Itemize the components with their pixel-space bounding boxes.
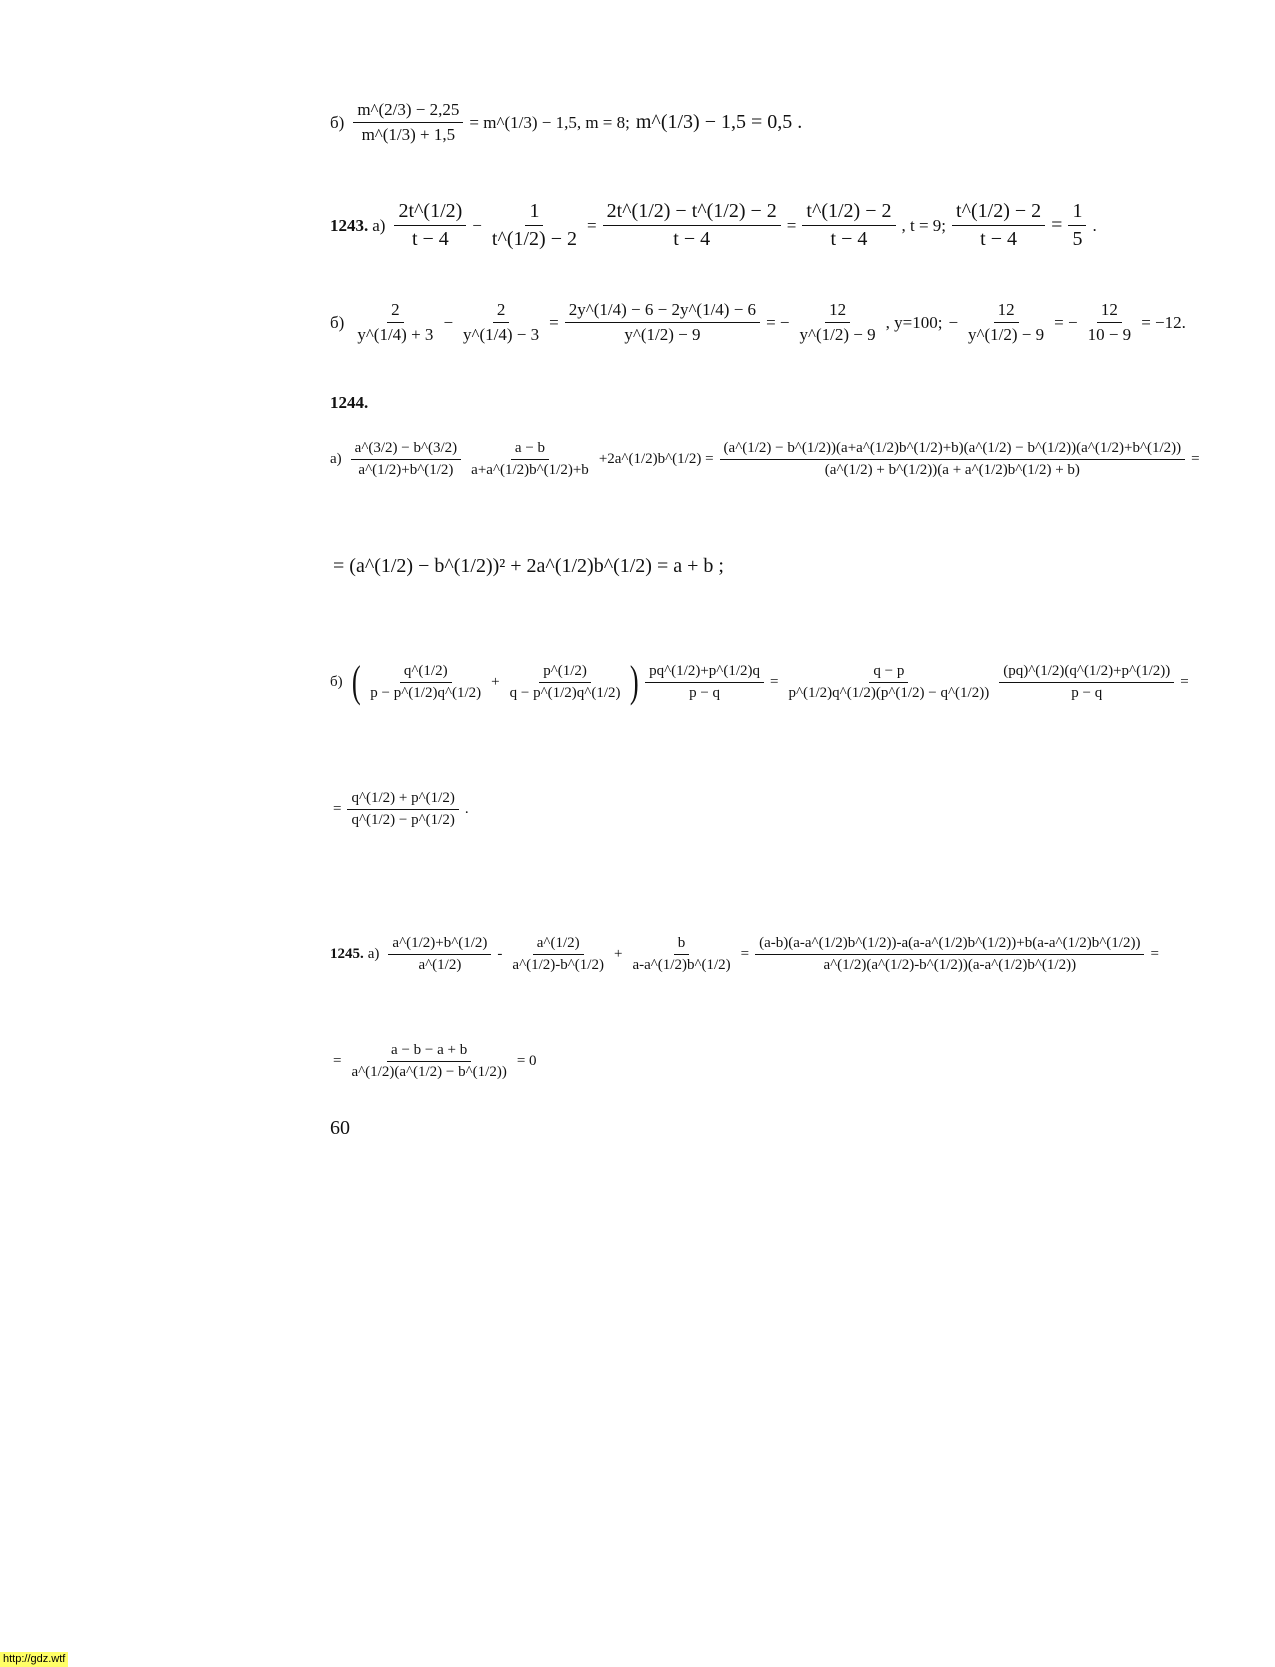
denominator: q − p^(1/2)q^(1/2)	[509, 684, 621, 701]
problem-1245a-result	[330, 1042, 540, 1081]
fraction	[603, 200, 781, 251]
result: = 0	[516, 1053, 537, 1069]
problem-number: 1243.	[330, 215, 369, 235]
fraction	[394, 200, 466, 251]
period: .	[464, 801, 469, 817]
numerator: 2y^(1/4) − 6 − 2y^(1/4) − 6	[565, 300, 760, 323]
denominator: t − 4	[980, 228, 1018, 250]
fraction	[347, 790, 458, 829]
denominator: q^(1/2) − p^(1/2)	[351, 812, 455, 828]
problem-1245a	[330, 935, 1162, 974]
numerator: 12	[994, 300, 1019, 323]
fraction	[645, 663, 764, 702]
problem-1244a	[330, 440, 1203, 479]
denominator: (a^(1/2) + b^(1/2))(a + a^(1/2)b^(1/2) + b)	[824, 462, 1080, 478]
denominator: p − q	[1071, 684, 1103, 701]
fraction	[467, 440, 593, 479]
numerator: 12	[1097, 300, 1122, 323]
right-paren: )	[630, 657, 640, 706]
fraction	[353, 100, 463, 145]
denominator: 10 − 9	[1087, 325, 1132, 344]
fraction	[351, 440, 462, 479]
item-label: а)	[367, 946, 380, 962]
numerator: 1	[525, 200, 543, 226]
fraction	[796, 300, 880, 345]
page-number: 60	[330, 1117, 350, 1139]
line-1b	[330, 100, 805, 145]
equals-sign: =	[333, 1053, 342, 1069]
fraction	[565, 300, 760, 345]
denominator: y^(1/4) − 3	[463, 325, 540, 344]
expression: = m^(1/3) − 1,5, m = 8;	[469, 112, 630, 132]
fraction	[1084, 300, 1136, 345]
equals-sign: =	[1180, 673, 1189, 690]
term: +2a^(1/2)b^(1/2) =	[598, 451, 714, 467]
numerator: (pq)^(1/2)(q^(1/2)+p^(1/2))	[999, 663, 1174, 683]
fraction	[964, 300, 1048, 345]
numerator: t^(1/2) − 2	[952, 200, 1045, 226]
denominator: y^(1/2) − 9	[968, 325, 1045, 344]
denominator: p − p^(1/2)q^(1/2)	[370, 684, 482, 701]
fraction	[347, 1042, 510, 1081]
problem-1244a-result	[330, 555, 727, 578]
denominator: a+a^(1/2)b^(1/2)+b	[471, 462, 589, 478]
fraction	[1068, 200, 1086, 251]
problem-number: 1244.	[330, 393, 369, 412]
equals-sign: =	[786, 215, 797, 235]
fraction	[388, 935, 491, 974]
denominator: y^(1/2) − 9	[799, 325, 876, 344]
denominator: y^(1/4) + 3	[357, 325, 434, 344]
fraction	[506, 663, 625, 702]
equals-sign: =	[1051, 214, 1063, 236]
numerator: 12	[825, 300, 850, 323]
period: .	[1092, 215, 1097, 235]
numerator: a^(1/2)	[533, 935, 584, 955]
denominator: a^(1/2)	[418, 957, 462, 973]
denominator: a^(1/2)-b^(1/2)	[512, 957, 604, 973]
equals-sign: =	[587, 215, 597, 235]
result: m^(1/3) − 1,5 = 0,5 .	[635, 111, 803, 133]
denominator: a^(1/2)+b^(1/2)	[358, 462, 454, 478]
denominator: p − q	[689, 684, 721, 701]
item-label: а)	[330, 451, 342, 467]
equals-sign: =	[1191, 451, 1200, 467]
problem-number: 1245.	[330, 946, 364, 962]
denominator: 5	[1072, 228, 1083, 250]
fraction	[459, 300, 543, 345]
minus-sign: -	[497, 946, 503, 962]
fraction	[784, 663, 993, 702]
numerator: p^(1/2)	[539, 663, 591, 683]
numerator: 1	[1068, 200, 1086, 226]
denominator: m^(1/3) + 1,5	[361, 125, 456, 144]
numerator: q − p	[869, 663, 908, 683]
numerator: q^(1/2)	[400, 663, 452, 683]
equals-sign: =	[1150, 946, 1159, 962]
fraction	[952, 200, 1045, 251]
problem-1244b	[330, 657, 1192, 706]
problem-1244-heading	[330, 393, 372, 413]
plus-sign: +	[491, 673, 500, 690]
numerator: pq^(1/2)+p^(1/2)q	[645, 663, 764, 683]
condition: , t = 9;	[901, 215, 947, 235]
result: = −12.	[1141, 312, 1186, 332]
numerator: 2t^(1/2) − t^(1/2) − 2	[603, 200, 781, 226]
denominator: t − 4	[411, 228, 449, 250]
fraction	[366, 663, 485, 702]
problem-1243a	[330, 200, 1100, 251]
numerator: a − b	[511, 440, 549, 460]
denominator: t^(1/2) − 2	[491, 228, 577, 250]
equals-sign: =	[333, 801, 342, 817]
fraction	[720, 440, 1186, 479]
item-label: б)	[330, 673, 343, 690]
denominator: a^(1/2)(a^(1/2) − b^(1/2))	[351, 1064, 507, 1080]
fraction	[802, 200, 895, 251]
item-label: б)	[330, 112, 345, 132]
fraction	[488, 200, 581, 251]
fraction	[508, 935, 608, 974]
numerator: t^(1/2) − 2	[802, 200, 895, 226]
equals-minus-sign: = −	[766, 312, 790, 332]
numerator: b	[674, 935, 690, 955]
bracket-group	[349, 657, 643, 706]
item-label: б)	[330, 312, 345, 332]
fraction	[999, 663, 1174, 702]
numerator: a^(3/2) − b^(3/2)	[351, 440, 462, 460]
footer-link[interactable]: http://gdz.wtf	[0, 1652, 68, 1667]
denominator: p^(1/2)q^(1/2)(p^(1/2) − q^(1/2))	[788, 684, 990, 701]
numerator: a − b − a + b	[387, 1042, 471, 1062]
condition: , y=100;	[885, 312, 943, 332]
fraction	[755, 935, 1144, 974]
fraction	[628, 935, 734, 974]
denominator: a^(1/2)(a^(1/2)-b^(1/2))(a-a^(1/2)b^(1/2))	[823, 957, 1077, 973]
result: = (a^(1/2) − b^(1/2))² + 2a^(1/2)b^(1/2) = a + b ;	[333, 555, 724, 577]
plus-sign: +	[613, 946, 623, 962]
denominator: y^(1/2) − 9	[624, 325, 701, 344]
minus-sign: −	[443, 312, 454, 332]
denominator: a-a^(1/2)b^(1/2)	[632, 957, 731, 973]
numerator: 2t^(1/2)	[394, 200, 466, 226]
left-paren: (	[351, 657, 361, 706]
equals-sign: =	[740, 946, 750, 962]
denominator: t − 4	[673, 228, 711, 250]
fraction	[353, 300, 437, 345]
problem-1244b-result	[330, 790, 472, 829]
minus-sign: −	[948, 312, 959, 332]
equals-sign: =	[549, 312, 559, 332]
equals-sign: =	[770, 673, 779, 690]
equals-minus-sign: = −	[1054, 312, 1078, 332]
numerator: 2	[387, 300, 404, 323]
numerator: m^(2/3) − 2,25	[353, 100, 463, 123]
item-label: а)	[372, 215, 386, 235]
numerator: (a^(1/2) − b^(1/2))(a+a^(1/2)b^(1/2)+b)(a^(1/2) − b^(1/2))(a^(1/2)+b^(1/2))	[720, 440, 1186, 460]
numerator: (a-b)(a-a^(1/2)b^(1/2))-a(a-a^(1/2)b^(1/2))+b(a-a^(1/2)b^(1/2))	[755, 935, 1144, 955]
minus-sign: −	[472, 215, 482, 235]
numerator: q^(1/2) + p^(1/2)	[347, 790, 458, 810]
numerator: 2	[493, 300, 510, 323]
problem-1243b	[330, 300, 1189, 345]
numerator: a^(1/2)+b^(1/2)	[388, 935, 491, 955]
denominator: t − 4	[830, 228, 868, 250]
